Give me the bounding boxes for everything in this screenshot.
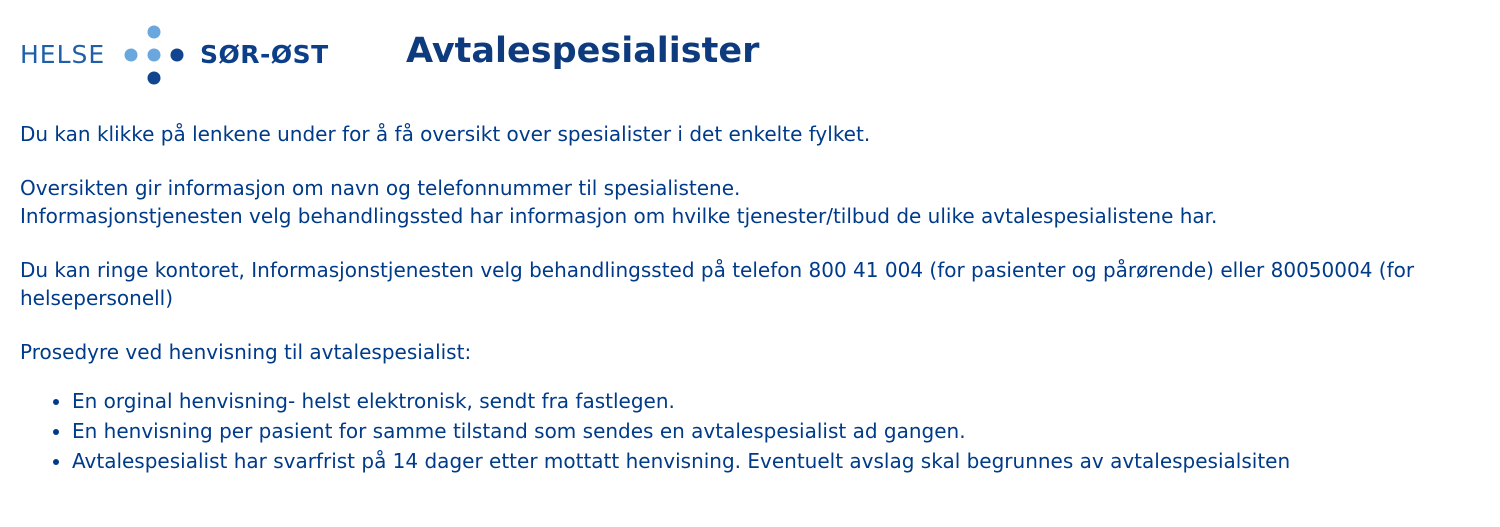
logo-text-helse: HELSE (20, 40, 106, 69)
phone-info-text: Du kan ringe kontoret, Informasjonstjenesten velg behandlingssted på telefon 800 41 004 (for pasienter og pårørende) eller 80050004 (for helsepersonell) (20, 258, 1415, 310)
procedure-heading: Prosedyre ved henvisning til avtalespesialist: (20, 340, 472, 364)
list-item: • En orginal henvisning- helst elektronisk, sendt fra fastlegen. (72, 386, 1480, 416)
overview-paragraph (20, 174, 1480, 230)
main-content (20, 120, 1480, 476)
helse-sor-ost-logo[interactable] (20, 22, 330, 88)
overview-line-2: Informasjonstjenesten velg behandlingssted har informasjon om hvilke tjenester/tilbud de ulike avtalespesialistene har. (20, 204, 1218, 228)
intro-text: Du kan klikke på lenkene under for å få oversikt over spesialister i det enkelte fylket. (20, 122, 871, 146)
page-title: Avtalespesialister (406, 31, 760, 71)
overview-line-1: Oversikten gir informasjon om navn og telefonnummer til spesialistene. (20, 176, 741, 200)
list-item: • En henvisning per pasient for samme tilstand som sendes en avtalespesialist ad gangen. (72, 416, 1480, 446)
procedure-list (20, 386, 1480, 476)
list-item: • Avtalespesialist har svarfrist på 14 dager etter mottatt henvisning. Eventuelt avslag skal begrunnes av avtalespesialsiten (72, 446, 1480, 476)
cross-dots-icon (119, 22, 189, 88)
logo-text-sor-ost: SØR-ØST (200, 40, 329, 69)
page-header (20, 20, 1480, 90)
